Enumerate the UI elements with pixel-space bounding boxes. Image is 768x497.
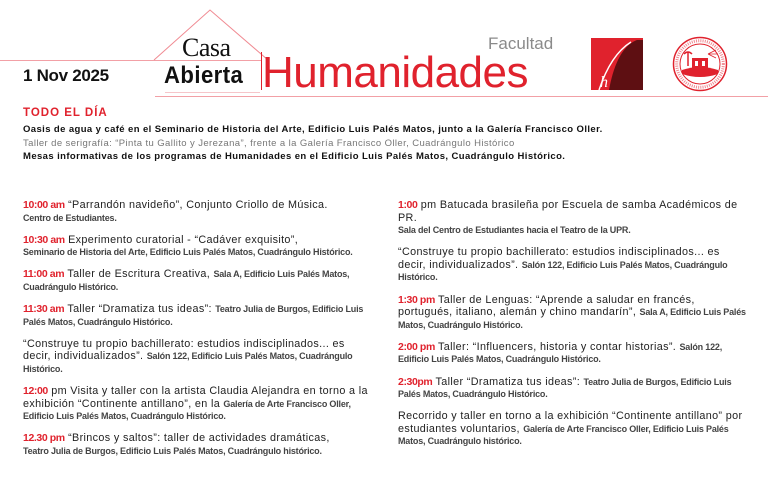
- event-location: Salón 122, Edificio Luis Palés Matos, Cuadrángulo Histórico.: [23, 351, 353, 374]
- schedule-item: [398, 199, 748, 237]
- event-location: Teatro Julia de Burgos, Edificio Luis Palés Matos, Cuadrángulo histórico.: [23, 445, 322, 456]
- event-location: Teatro Julia de Burgos, Edificio Luis Palés Matos, Cuadrángulo Histórico.: [398, 376, 732, 400]
- all-day-item: Taller de serigrafía: “Pinta tu Gallito y Jerezana”, frente a la Galería Francisco Oller, Cuadrángulo Histórico: [23, 137, 515, 149]
- event-location: Salón 122, Edificio Luis Palés Matos, Cuadrángulo Histórico.: [398, 341, 722, 365]
- event-time: 12:00: [23, 385, 48, 398]
- schedule-item: [398, 410, 748, 448]
- schedule-item: [398, 294, 748, 332]
- event-title: pm Visita y taller con la artista Claudia Alejandra en torno a la exhibición “Continente antillano”, en la: [23, 385, 368, 410]
- schedule-item: [23, 234, 373, 259]
- event-title: Taller: “Influencers, historia y contar historias”.: [434, 340, 680, 353]
- event-title: Taller de Escritura Creativa,: [64, 268, 214, 281]
- schedule-column-right: [398, 199, 748, 458]
- header-rule-under-abierta: [165, 92, 260, 93]
- event-time: 10:30 am: [23, 233, 65, 246]
- schedule-item: [398, 376, 748, 401]
- schedule-item: [23, 385, 373, 423]
- schedule-item: [398, 341, 748, 366]
- event-time: 1:00: [398, 199, 418, 211]
- university-seal-icon: [672, 36, 728, 92]
- event-title: “Construye tu propio bachillerato: estudios indisciplinados... es decir, individualizados”.: [23, 337, 345, 363]
- event-time: 10:00 am: [23, 199, 65, 211]
- event-location: Galería de Arte Francisco Oller, Edificio Luis Palés Matos, Cuadrángulo histórico.: [398, 423, 729, 447]
- event-location: Galería de Arte Francisco Oller, Edificio Luis Palés Matos, Cuadrángulo Histórico.: [23, 398, 351, 422]
- schedule-item: [23, 268, 373, 293]
- event-title: “Parrandón navideño”, Conjunto Criollo de Música.: [64, 199, 328, 211]
- header: [0, 0, 768, 100]
- all-day-list: [23, 123, 603, 164]
- event-location: Centro de Estudiantes.: [23, 212, 117, 223]
- brand-casa: Casa: [182, 33, 231, 62]
- schedule-item: [23, 338, 373, 376]
- event-title: Taller “Dramatiza tus ideas”:: [432, 375, 584, 388]
- event-time: 2:00 pm: [398, 340, 435, 353]
- event-location: Salón 122, Edificio Luis Palés Matos, Cuadrángulo Histórico.: [398, 259, 728, 283]
- event-title: Experimento curatorial - “Cadáver exquisito”,: [64, 233, 299, 246]
- schedule-item: [23, 303, 373, 328]
- brand-facultad: Facultad: [488, 34, 554, 53]
- event-title: Taller “Dramatiza tus ideas”:: [64, 303, 216, 316]
- brand-humanidades: Humanidades: [262, 48, 528, 97]
- svg-text:h: h: [600, 74, 608, 90]
- schedule-item: [23, 432, 373, 457]
- event-title: Recorrido y taller en torno a la exhibición “Continente antillano” por estudiantes voluntarios,: [398, 410, 743, 435]
- schedule-item: [23, 199, 373, 224]
- brand-abierta: Abierta: [164, 62, 244, 89]
- schedule-item: [398, 246, 748, 284]
- event-location: Seminario de Historia del Arte, Edificio Luis Palés Matos, Cuadrángulo Histórico.: [23, 247, 353, 258]
- event-location: Sala A, Edificio Luis Palés Matos, Cuadrángulo Histórico.: [23, 269, 350, 292]
- event-time: 1:30 pm: [398, 293, 435, 306]
- event-title: pm Batucada brasileña por Escuela de samba Académicos de PR.: [398, 199, 738, 224]
- faculty-h-logo-icon: [591, 38, 643, 90]
- event-date: 1 Nov 2025: [23, 66, 109, 85]
- event-location: Sala A, Edificio Luis Palés Matos, Cuadrángulo Histórico.: [398, 307, 746, 330]
- event-time: 11:30 am: [23, 303, 65, 316]
- event-time: 11:00 am: [23, 268, 65, 281]
- schedule-column-left: [23, 199, 373, 467]
- event-title: “Construye tu propio bachillerato: estudios indisciplinados... es decir, individualizados”.: [398, 246, 720, 271]
- event-title: “Brincos y saltos”: taller de actividades dramáticas,: [64, 432, 330, 445]
- event-title: Taller de Lenguas: “Aprende a saludar en francés, portugués, italiano, alemán y chino mandarín”,: [398, 293, 695, 319]
- event-location: Sala del Centro de Estudiantes hacia el Teatro de la UPR.: [398, 225, 631, 236]
- event-time: 2:30pm: [398, 375, 433, 388]
- event-location: Teatro Julia de Burgos, Edificio Luis Palés Matos, Cuadrángulo Histórico.: [23, 304, 364, 327]
- all-day-item: Mesas informativas de los programas de Humanidades en el Edificio Luis Palés Matos, Cuadrángulo Histórico.: [23, 151, 566, 162]
- event-time: 12.30 pm: [23, 432, 65, 445]
- all-day-item: Oasis de agua y café en el Seminario de Historia del Arte, Edificio Luis Palés Matos, junto a la Galería Francisco Oller.: [23, 124, 603, 135]
- all-day-heading: TODO EL DÍA: [23, 107, 108, 119]
